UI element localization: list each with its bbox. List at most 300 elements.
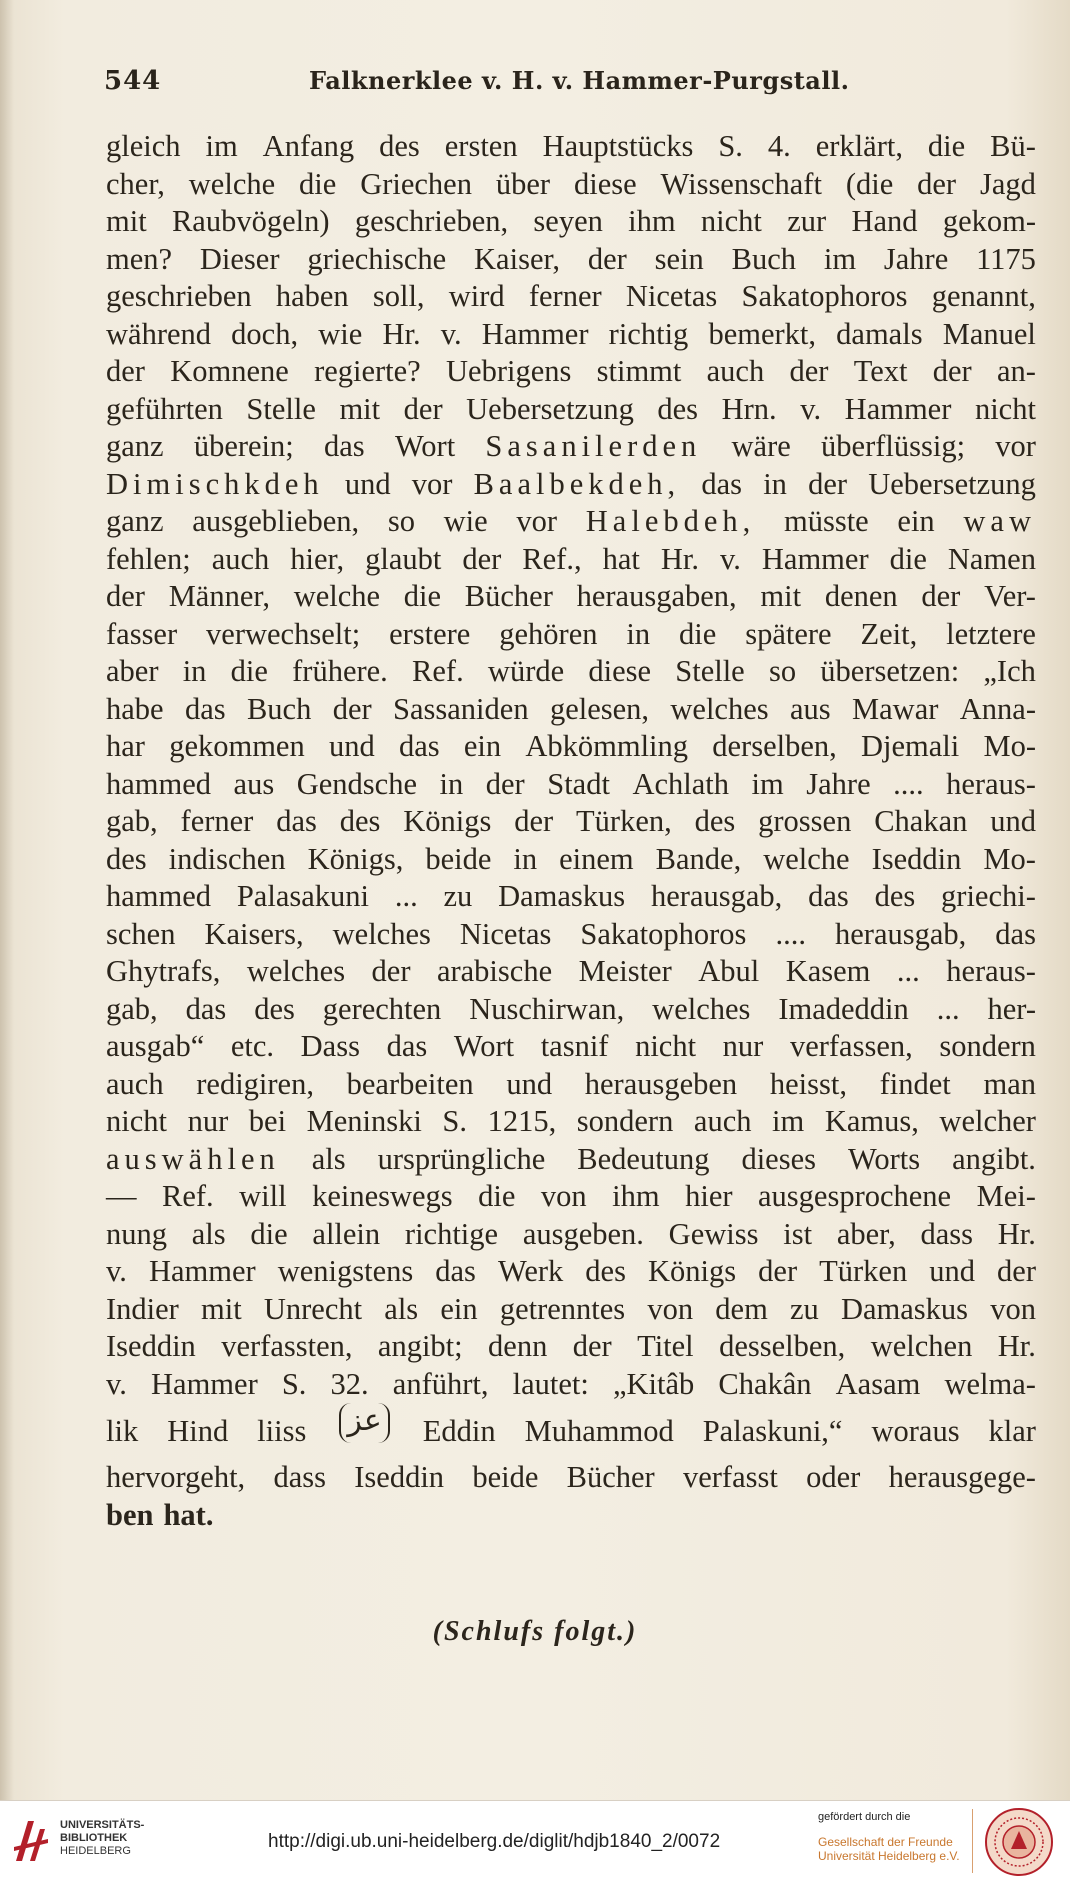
word: getrenntes — [499, 1291, 626, 1326]
word: geschrieben, — [354, 204, 509, 238]
word: und — [929, 1254, 975, 1288]
word: das — [435, 1254, 476, 1288]
word: Hand — [851, 204, 918, 238]
word: der — [758, 1254, 798, 1288]
word: gekom- — [942, 204, 1036, 238]
word: Jagd — [979, 166, 1036, 201]
word: heraus- — [946, 954, 1036, 988]
word: Stelle — [246, 391, 316, 426]
word: liiss — [257, 1414, 307, 1448]
word: denn — [488, 1329, 548, 1363]
word: Hammer — [761, 541, 869, 576]
word: v. — [800, 391, 822, 426]
word: des — [379, 129, 420, 163]
word: woraus — [871, 1414, 960, 1448]
word: waw — [963, 504, 1036, 538]
word: Sasanilerden — [485, 429, 702, 463]
word: nung — [106, 1216, 167, 1251]
word: hier — [685, 1179, 733, 1213]
word: wie — [318, 316, 363, 351]
word: Mo- — [983, 841, 1036, 876]
sponsor-block — [818, 1811, 968, 1863]
word: Indier — [106, 1291, 179, 1326]
library-name-line: HEIDELBERG — [60, 1845, 131, 1857]
word: ganz — [106, 429, 164, 463]
word: Hr. — [997, 1216, 1036, 1251]
word: verfasst — [682, 1460, 778, 1494]
word: vor — [516, 504, 558, 538]
word: Königs — [403, 804, 492, 838]
word: Baalbekdeh, — [473, 466, 681, 501]
word: nur — [187, 1104, 229, 1138]
word: in — [513, 841, 538, 876]
word: verwechselt; — [206, 616, 361, 651]
body-text — [106, 128, 1036, 1534]
word: über — [495, 166, 551, 201]
word: ausgesprochene — [758, 1179, 952, 1213]
word: — — [106, 1179, 137, 1213]
word: 4. — [767, 129, 791, 163]
word: auch — [211, 541, 270, 576]
word: bemerkt, — [708, 316, 817, 351]
sponsor-name-line: Gesellschaft der Freunde — [818, 1835, 953, 1849]
word: Palaskuni,“ — [702, 1414, 843, 1448]
word: so — [768, 654, 797, 688]
word: Hind — [167, 1414, 229, 1448]
word: 32. — [330, 1366, 369, 1401]
word: der — [789, 354, 829, 388]
word: welche — [293, 579, 381, 613]
word: das — [995, 916, 1036, 951]
footer-bar — [0, 1800, 1070, 1881]
text-line — [106, 1366, 1036, 1404]
word: gekommen — [169, 729, 305, 763]
word: herausgaben, — [576, 579, 737, 613]
word: letztere — [946, 616, 1036, 651]
word: sondern — [576, 1104, 674, 1138]
text-line — [106, 466, 1036, 504]
word: müsste — [783, 504, 869, 538]
closing-note: (Schlufs folgt.) — [432, 1616, 638, 1647]
word: Muhammod — [524, 1414, 674, 1448]
word: dass — [273, 1460, 326, 1494]
word: der — [332, 691, 372, 726]
word: Hammer — [844, 391, 952, 426]
text-line — [106, 1141, 1036, 1179]
word: zur — [787, 204, 827, 238]
word: Kaisers, — [204, 916, 304, 951]
word: als — [191, 1216, 226, 1251]
word: hat. — [163, 1497, 214, 1532]
text-line — [106, 1497, 1036, 1535]
word: Raubvögeln) — [171, 204, 330, 238]
word: Titel — [637, 1329, 694, 1363]
word: wenigstens — [277, 1254, 414, 1288]
university-seal-icon[interactable] — [984, 1807, 1054, 1877]
word: anführt, — [392, 1366, 489, 1401]
word: gleich — [106, 129, 181, 163]
word: Chakan — [874, 804, 968, 838]
word: zu — [443, 879, 473, 913]
library-name — [60, 1819, 144, 1858]
word: dieses — [741, 1141, 816, 1176]
word: doch, — [231, 316, 299, 351]
word: Manuel — [942, 316, 1036, 351]
word: der — [808, 466, 848, 501]
word: gerechten — [322, 991, 442, 1026]
word: Namen — [947, 541, 1036, 576]
word: Dieser — [199, 241, 280, 276]
word: diese — [588, 654, 652, 688]
word: ursprüngliche — [377, 1141, 546, 1176]
word: herausgeben — [584, 1066, 738, 1101]
text-line — [106, 391, 1036, 429]
word: des — [254, 991, 295, 1026]
word: bearbeiten — [346, 1066, 474, 1101]
word: mit — [760, 579, 802, 613]
word: Halebdeh, — [585, 504, 756, 538]
text-line — [106, 316, 1036, 354]
word: von — [540, 1179, 587, 1213]
text-line — [106, 653, 1036, 691]
word: welche — [763, 841, 850, 876]
word: derselben, — [712, 729, 837, 763]
word: allein — [312, 1216, 381, 1251]
word: und — [990, 804, 1036, 838]
word: haben — [275, 279, 349, 313]
word: des — [339, 804, 381, 838]
word: ist — [783, 1216, 813, 1251]
word: der — [587, 241, 627, 276]
word: der — [485, 766, 525, 801]
word: vor — [995, 429, 1036, 463]
word: frühere. — [292, 654, 388, 688]
word: Mawar — [852, 691, 939, 726]
word: wird — [448, 279, 505, 313]
word: 1175 — [976, 241, 1036, 276]
word: ausgeblieben, — [192, 504, 360, 538]
word: der — [462, 541, 502, 576]
word: Jahre — [806, 766, 871, 801]
text-line — [106, 1103, 1036, 1141]
word: in — [439, 766, 464, 801]
word: Dass — [300, 1029, 360, 1063]
word: das — [324, 429, 365, 463]
word: „Ich — [983, 654, 1036, 688]
word: Imadeddin — [778, 991, 909, 1026]
word: fehlen; — [106, 541, 191, 576]
word: hier, — [290, 541, 345, 576]
word: Königs — [648, 1254, 737, 1288]
word: als — [384, 1291, 419, 1326]
word: nicht — [106, 1104, 167, 1138]
word: welcher — [939, 1104, 1036, 1138]
word: Hr. — [997, 1329, 1036, 1363]
word: Iseddin — [354, 1460, 445, 1494]
text-line — [106, 1028, 1036, 1066]
word: der — [921, 579, 961, 613]
word: ausgab“ — [106, 1029, 205, 1063]
word: hammed — [106, 879, 212, 913]
word: Damaskus — [498, 879, 626, 913]
text-line — [106, 1216, 1036, 1254]
word: die — [889, 541, 927, 576]
word: erstere — [389, 616, 471, 651]
word: hammed — [106, 766, 212, 801]
word: sein — [654, 241, 704, 276]
word: des — [585, 1254, 626, 1288]
word: ihm — [628, 204, 676, 238]
word: ihm — [612, 1179, 660, 1213]
word: regierte? — [314, 354, 421, 388]
word: Wort — [394, 429, 456, 463]
word: Bedeutung — [577, 1141, 710, 1176]
word: Nuschirwan, — [469, 991, 625, 1026]
text-line — [106, 991, 1036, 1029]
word: ganz — [106, 504, 164, 538]
page-number: 544 — [104, 66, 162, 96]
word: in — [763, 466, 787, 501]
word: Stelle — [675, 654, 745, 688]
word: wäre — [731, 429, 791, 463]
word: Worts — [847, 1141, 921, 1176]
word: und — [344, 466, 391, 501]
word: Chakân — [718, 1366, 812, 1401]
word: oder — [806, 1460, 861, 1494]
word: tasnif — [540, 1029, 609, 1063]
word: will — [239, 1179, 287, 1213]
word: schen — [106, 916, 176, 951]
text-line — [106, 766, 1036, 804]
word: im — [772, 1104, 805, 1138]
word: S. — [718, 129, 743, 163]
word: Anfang — [262, 129, 355, 163]
word: Damaskus — [840, 1291, 969, 1326]
word: Hammer — [481, 316, 589, 351]
word: damals — [836, 316, 923, 351]
word: Aasam — [835, 1366, 921, 1401]
word: geschrieben — [106, 279, 252, 313]
word: von — [647, 1291, 694, 1326]
word: lautet: — [512, 1366, 589, 1401]
word: nicht — [974, 391, 1036, 426]
word: mit — [339, 391, 381, 426]
word: mit — [106, 204, 147, 238]
permalink-url[interactable]: http://digi.ub.uni-heidelberg.de/diglit/hdjb1840_2/0072 — [268, 1831, 721, 1852]
word: von — [990, 1291, 1036, 1326]
word: die — [250, 1216, 288, 1251]
word: Ref. — [412, 654, 464, 688]
word: Hammer — [151, 1366, 258, 1401]
word: dem — [715, 1291, 768, 1326]
word: Königs, — [307, 841, 404, 876]
word: keineswegs — [312, 1179, 453, 1213]
word: das — [184, 691, 226, 726]
word: im — [751, 766, 784, 801]
word: herausgab, — [651, 879, 783, 913]
word: men? — [106, 241, 173, 276]
word: herausgege- — [888, 1460, 1036, 1494]
word: Sassaniden — [393, 691, 529, 726]
word: Bande, — [655, 841, 742, 876]
word: .... — [775, 916, 806, 951]
word: ersten — [444, 129, 518, 163]
word: man — [983, 1066, 1036, 1101]
word: etc. — [230, 1029, 275, 1063]
word: während — [106, 316, 212, 351]
word: „Kitâb — [612, 1366, 695, 1401]
word: Komnene — [170, 354, 289, 388]
gutter-shadow — [0, 0, 14, 1800]
word: der — [514, 804, 554, 838]
word: .... — [893, 766, 924, 801]
word: würde — [487, 654, 565, 688]
word: arabische — [436, 954, 553, 988]
word: Mo- — [983, 729, 1036, 763]
word: Achlath — [632, 766, 730, 801]
word: ein — [463, 729, 502, 763]
word: diese — [573, 166, 637, 201]
text-line — [106, 841, 1036, 879]
word: Mei- — [976, 1179, 1036, 1213]
word: der — [106, 354, 145, 388]
word: Ref., — [522, 541, 582, 576]
word: welches — [670, 691, 769, 726]
word: Eddin — [422, 1414, 496, 1448]
word: das — [808, 879, 849, 913]
text-line — [106, 616, 1036, 654]
word: klar — [988, 1414, 1036, 1448]
word: sondern — [939, 1029, 1036, 1063]
word: das — [398, 729, 440, 763]
word: seyen — [533, 204, 603, 238]
word: angibt. — [952, 1141, 1036, 1176]
word: indischen — [168, 841, 286, 876]
word: Buch — [246, 691, 312, 726]
word: aus — [789, 691, 831, 726]
word: aber, — [836, 1216, 896, 1251]
word: Bücher — [566, 1460, 655, 1494]
text-line — [106, 578, 1036, 616]
word: spätere — [745, 616, 832, 651]
word: Kasem — [785, 954, 871, 988]
word: des — [874, 879, 916, 913]
word: desselben, — [719, 1329, 846, 1363]
text-line — [106, 241, 1036, 279]
word: Männer, — [168, 579, 270, 613]
word: ... — [896, 954, 920, 988]
text-line — [106, 541, 1036, 579]
word: der — [371, 954, 411, 988]
word: das — [276, 804, 317, 838]
word: cher, — [106, 166, 165, 201]
arabic-word: عز — [339, 1403, 389, 1443]
text-line — [106, 728, 1036, 766]
word: des — [694, 804, 736, 838]
word: v. — [719, 541, 741, 576]
word: v. — [440, 316, 462, 351]
word: ben — [106, 1497, 154, 1532]
word: des — [106, 841, 147, 876]
word: Ver- — [984, 579, 1036, 613]
word: Hammer — [148, 1254, 256, 1288]
word: ausgeben. — [522, 1216, 644, 1251]
word: vor — [411, 466, 453, 501]
word: glaubt — [365, 541, 442, 576]
word: stimmt — [596, 354, 682, 388]
word: der — [403, 391, 443, 426]
text-line — [106, 1066, 1036, 1104]
word: auch — [106, 1066, 164, 1101]
word: so — [387, 504, 415, 538]
word: das — [386, 1029, 428, 1063]
text-line — [106, 203, 1036, 241]
university-library-logo-icon[interactable] — [12, 1817, 52, 1865]
running-title: Falknerklee v. H. v. Hammer-Purgstall. — [309, 66, 850, 95]
word: Anna- — [959, 691, 1036, 726]
word: Gewiss — [668, 1216, 759, 1251]
word: im — [823, 241, 857, 276]
word: Jahre — [883, 241, 949, 276]
word: verfassten, — [221, 1329, 353, 1363]
word: geführten — [106, 391, 223, 426]
word: in — [626, 616, 651, 651]
word: Hrn. — [721, 391, 777, 426]
word: die — [679, 616, 717, 651]
text-line — [106, 166, 1036, 204]
word: einem — [559, 841, 634, 876]
word: ein — [897, 504, 935, 538]
word: nur — [722, 1029, 764, 1063]
word: gelesen, — [549, 691, 650, 726]
text-line — [106, 503, 1036, 541]
word: herausgab, — [835, 916, 967, 951]
word: Hauptstücks — [542, 129, 694, 163]
word: verfassen, — [789, 1029, 913, 1063]
word: Sakatophoros — [580, 916, 747, 951]
word: das — [701, 466, 743, 501]
word: die — [478, 1179, 516, 1213]
word: zu — [790, 1291, 819, 1326]
word: heisst, — [769, 1066, 847, 1101]
word: Wissenschaft — [660, 166, 822, 201]
word: Dimischkdeh — [106, 466, 324, 501]
word: ... — [936, 991, 960, 1026]
text-line — [106, 1291, 1036, 1329]
word: Bü- — [990, 129, 1036, 163]
text-line — [106, 878, 1036, 916]
word: auswählen — [106, 1141, 280, 1176]
word: Abkömmling — [525, 729, 689, 763]
word: har — [106, 729, 145, 763]
word: überein; — [193, 429, 294, 463]
word: Kamus, — [824, 1104, 919, 1138]
word: beide — [425, 841, 492, 876]
word: die — [927, 129, 966, 163]
word: griechische — [307, 241, 447, 276]
word: Ghytrafs, — [106, 954, 221, 988]
word: der — [917, 166, 957, 201]
word: v. — [106, 1366, 127, 1401]
word: ein — [440, 1291, 478, 1326]
word: Kaiser, — [474, 241, 561, 276]
word: S. — [281, 1366, 307, 1401]
word: v. — [106, 1254, 127, 1288]
word: übersetzen: — [820, 654, 960, 688]
word: fasser — [106, 616, 178, 651]
word: Türken — [819, 1254, 908, 1288]
word: grossen — [758, 804, 852, 838]
